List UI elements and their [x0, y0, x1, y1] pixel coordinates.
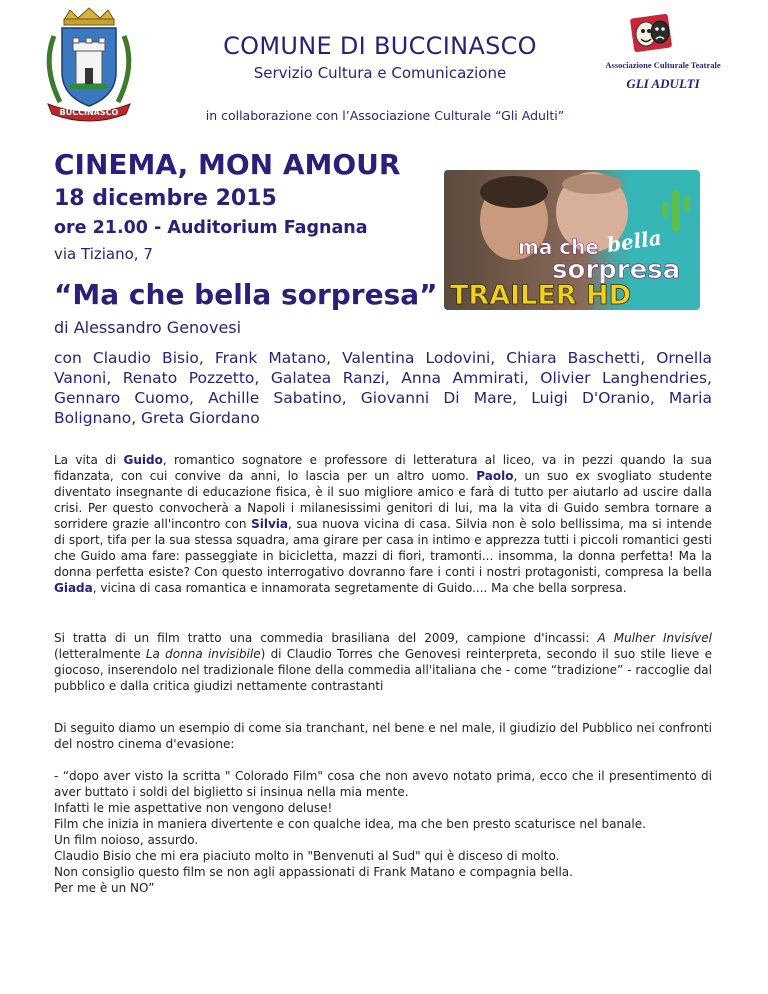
review-line: Non consiglio questo film se non agli appassionati di Frank Matano e compagnia bella. — [54, 865, 573, 879]
character-silvia: Silvia — [251, 517, 289, 531]
trailer-badge: TRAILER HD — [450, 280, 631, 310]
trailer-title-line2: sorpresa — [552, 255, 681, 285]
trailer-title-line1: ma che — [518, 235, 599, 259]
plot-text: , sua nuova vicina di casa. Silvia non è solo bellissima, ma si intende di sport, tifa per la sua stessa squadra, ama girare per casa in intimo e apprezza tutti i piccoli romantici gesti che Guido ama fare: passeggiate in bicicletta, mazzi di fiori, tramonti... insomma, la donna perfetta! Ma la donna perfetta esiste? Con questo interrogativo dovranno fare i conti i nostri protagonisti, compresa la bella — [54, 517, 712, 579]
intro-review-paragraph: Di seguito diamo un esempio di come sia tranchant, nel bene e nel male, il giudizio del Pubblico nei confronti del nostro cinema d'evasione: — [54, 721, 712, 751]
film-cast: con Claudio Bisio, Frank Matano, Valentina Lodovini, Chiara Baschetti, Ornella Vanoni, Renato Pozzetto, Galatea Ranzi, Anna Ammirati, Olivier Langhendries, Gennaro Cuomo, Achille Sabatino, Giovanni Di Mare, Luigi D'Oranio, Maria Bolignano, Greta Giordano — [54, 349, 712, 427]
origin-paragraph — [54, 630, 712, 694]
plot-text: , vicina di casa romantica e innamorata segretamente di Guido.... Ma che bella sorpresa. — [92, 581, 627, 595]
header — [170, 32, 590, 82]
character-paolo: Paolo — [476, 469, 514, 483]
review-line: Infatti le mie aspettative non vengono deluse! — [54, 801, 333, 815]
theatre-masks-logo — [622, 10, 682, 58]
character-guido: Guido — [123, 453, 163, 467]
header-subtitle: Servizio Cultura e Comunicazione — [253, 64, 507, 82]
audience-review — [54, 768, 712, 896]
event-date: 18 dicembre 2015 — [54, 186, 277, 211]
origin-text: Si tratta di un film tratto una commedia brasiliana del 2009, campione d'incassi: — [54, 631, 598, 645]
trailer-thumbnail[interactable] — [444, 170, 700, 310]
event-title: CINEMA, MON AMOUR — [54, 148, 401, 181]
review-line: - “dopo aver visto la scritta " Colorado Film" cosa che non avevo notato prima, ecco che il presentimento di aver buttato i soldi del biglietto si insinua nella mia mente. — [54, 769, 712, 799]
trailer-title-line1b: bella — [605, 225, 664, 257]
event-address: via Tiziano, 7 — [54, 245, 153, 263]
review-line: Film che inizia in maniera divertente e con qualche idea, ma che ben presto scaturisce nel banale. — [54, 817, 646, 831]
association-name: Associazione Culturale Teatrale — [605, 60, 721, 70]
character-giada: Giada — [54, 581, 93, 595]
plot-paragraph — [54, 452, 712, 596]
original-title: A Mulher Invisível — [597, 631, 713, 645]
origin-text: ) di Claudio Torres che Genovesi reinterpreta, secondo il suo stile lieve e giocoso, inserendolo nel tradizionale filone della commedia all'italiana che - come “tradizione” - raccoglie dal pubblico e dalla critica giudizi nettamente contrastanti — [54, 647, 712, 693]
review-line: Un film noioso, assurdo. — [54, 833, 199, 847]
film-title: “Ma che bella sorpresa” — [54, 278, 438, 311]
review-line: Per me è un NO” — [54, 881, 155, 895]
plot-text: , un suo ex svogliato studente diventato insegnante di educazione fisica, è il suo migliore amico e farà di tutto per aiutarlo ad uscire dalla crisi. Per questo convocherà a Napoli i milanesissimi genitori di lui, ma la vita di Guido sembra tornare a sorridere grazie all'incontro con — [54, 469, 712, 531]
translated-title: La donna invisibile — [145, 647, 261, 661]
header-title: COMUNE DI BUCCINASCO — [223, 32, 537, 60]
collaboration-note: in collaborazione con l’Associazione Culturale “Gli Adulti” — [205, 108, 565, 123]
film-director: di Alessandro Genovesi — [54, 318, 242, 337]
plot-text: , romantico sognatore e professore di letteratura al liceo, va in pezzi quando la sua fidanzata, con cui convive da anni, lo lascia per un altro uomo. — [54, 453, 712, 483]
review-line: Claudio Bisio che mi era piaciuto molto in "Benvenuti al Sud" qui è disceso di molto. — [54, 849, 560, 863]
origin-text: (letteralmente — [54, 647, 146, 661]
crest-label: BUCCINASCO — [59, 108, 119, 117]
comune-crest-logo — [34, 6, 144, 124]
association-short-name: GLI ADULTI — [626, 76, 700, 91]
event-time-place: ore 21.00 - Auditorium Fagnana — [54, 218, 368, 238]
plot-text: La vita di — [54, 453, 124, 467]
